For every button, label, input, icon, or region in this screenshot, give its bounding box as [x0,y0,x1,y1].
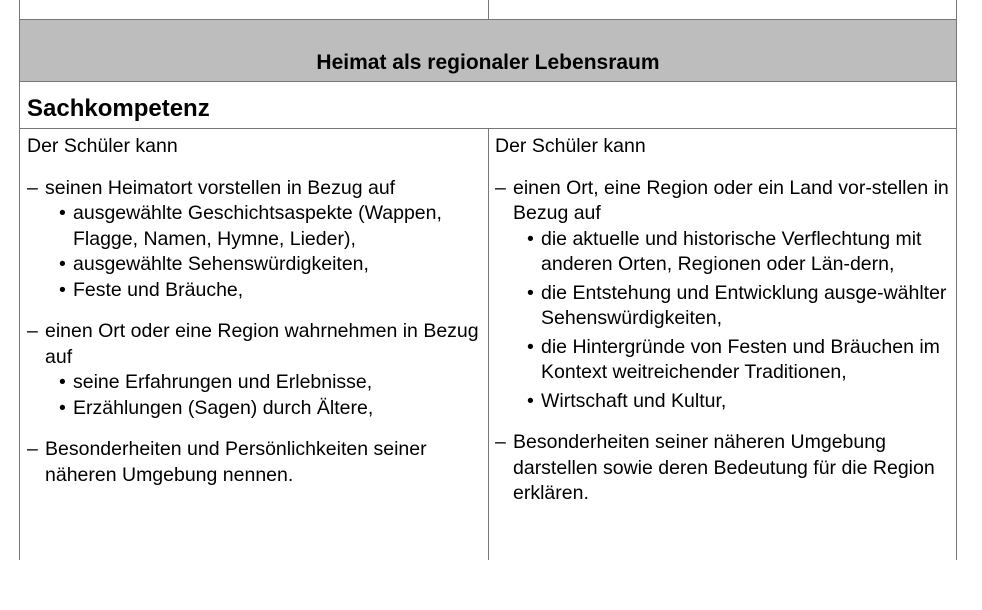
left-item-3-text: Besonderheiten und Persönlichkeiten seiner näheren Umgebung nennen. [45,438,427,486]
right-intro: Der Schüler kann [495,135,646,157]
left-item-1 [27,176,482,304]
left-item-2-text: einen Ort oder eine Region wahrnehmen in Bezug auf [45,320,479,368]
curriculum-table [19,0,957,560]
dash-marker: – [495,176,506,199]
topic-title: Heimat als regionaler Lebensraum [316,51,660,74]
bullet-marker: • [59,253,66,275]
section-row [20,82,956,129]
column-divider-top [488,0,489,19]
left-column [27,134,482,504]
left-item-2 [27,319,482,421]
dash-marker: – [27,320,38,342]
dash-marker: – [27,176,38,199]
left-item-1-text: seinen Heimatort vorstellen in Bezug auf [45,176,396,199]
list-item: • Erzählungen (Sagen) durch Ältere, [59,396,482,422]
bullet-marker: • [59,396,66,419]
right-item-1 [495,176,951,415]
dash-marker: – [495,431,506,453]
bullet-marker: • [527,335,534,358]
list-item: • Feste und Bräuche, [59,278,482,304]
list-item: • ausgewählte Geschichtsaspekte (Wappen, Flagge, Namen, Hymne, Lieder), [59,202,442,250]
bullet-marker: • [59,371,66,393]
bullet-marker: • [527,389,534,412]
right-item-2 [495,430,951,507]
topic-header-row [20,20,956,82]
left-item-3 [27,437,482,488]
list-item: • die Hintergründe von Festen und Bräuchen im Kontext weitreichender Traditionen, [527,335,940,383]
bullet-marker: • [59,202,66,224]
section-title: Sachkompetenz [27,95,210,122]
bullet-marker: • [59,278,66,301]
table-top-row [20,0,956,20]
list-item: • Wirtschaft und Kultur, [527,389,951,415]
bullet-marker: • [527,281,534,304]
list-item: • ausgewählte Sehenswürdigkeiten, [59,252,482,278]
bullet-marker: • [527,227,534,250]
column-divider [488,129,489,560]
right-item-1-text: einen Ort, eine Region oder ein Land vor-stellen in Bezug auf [513,176,949,224]
list-item: • seine Erfahrungen und Erlebnisse, [59,370,482,396]
list-item: • die Entstehung und Entwicklung ausge-wählter Sehenswürdigkeiten, [527,281,947,329]
dash-marker: – [27,438,38,460]
list-item: • die aktuelle und historische Verflechtung mit anderen Orten, Regionen oder Län-dern, [527,227,922,275]
right-column [495,134,951,523]
left-intro: Der Schüler kann [27,135,178,157]
right-item-2-text: Besonderheiten seiner näheren Umgebung darstellen sowie deren Bedeutung für die Region erklären. [513,431,935,504]
